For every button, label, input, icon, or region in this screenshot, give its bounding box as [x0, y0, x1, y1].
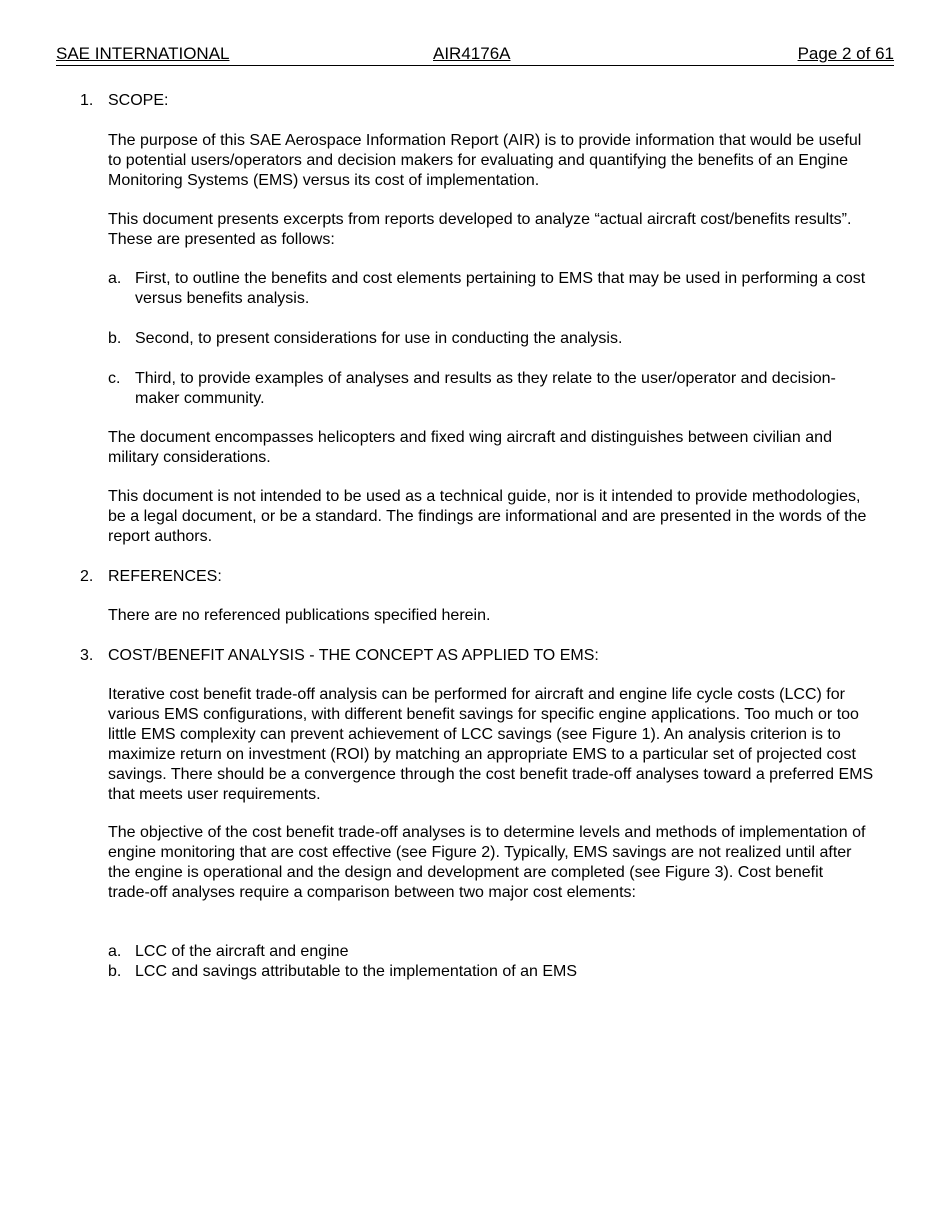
- list-item-marker: c.: [108, 370, 121, 387]
- paragraph: The objective of the cost benefit trade-off analyses is to determine levels and methods of implementation of engine monitoring that are cost effective (see Figure 2). Typically, EMS savings are not realized until after the engine is operational and the design and development are completed (see Figure 3). Cost benefit trade-off analyses require a comparison between two major cost elements:: [108, 824, 866, 901]
- list-item: Third, to provide examples of analyses and results as they relate to the user/operator and decision-maker community.: [135, 370, 836, 407]
- section-title-references: REFERENCES:: [108, 568, 222, 585]
- list-item: First, to outline the benefits and cost elements pertaining to EMS that may be used in performing a cost versus benefits analysis.: [135, 270, 866, 307]
- section-title-scope: SCOPE:: [108, 92, 169, 109]
- section-title-cost-benefit: COST/BENEFIT ANALYSIS - THE CONCEPT AS APPLIED TO EMS:: [108, 647, 599, 664]
- section-number: 3.: [80, 647, 94, 664]
- header-organization: SAE INTERNATIONAL: [56, 44, 230, 63]
- section-number: 1.: [80, 92, 94, 109]
- paragraph: The document encompasses helicopters and fixed wing aircraft and distinguishes between civilian and military considerations.: [108, 429, 832, 466]
- list-item: LCC of the aircraft and engine: [135, 943, 349, 960]
- list-item-marker: b.: [108, 330, 122, 347]
- paragraph: There are no referenced publications specified herein.: [108, 607, 491, 624]
- list-item: Second, to present considerations for use in conducting the analysis.: [135, 330, 623, 347]
- page-header: [56, 44, 894, 66]
- list-item-marker: a.: [108, 943, 122, 960]
- paragraph: Iterative cost benefit trade-off analysis can be performed for aircraft and engine life cycle costs (LCC) for various EMS configurations, with different benefit savings for specific engine applications. Too much or too little EMS complexity can prevent achievement of LCC savings (see Figure 1). An analysis criterion is to maximize return on investment (ROI) by matching an appropriate EMS to a particular set of projected cost savings. There should be a convergence through the cost benefit trade-off analyses toward a preferred EMS that meets user requirements.: [108, 686, 874, 803]
- list-item-marker: a.: [108, 270, 122, 287]
- header-document-number: AIR4176A: [433, 44, 511, 63]
- list-item-marker: b.: [108, 963, 122, 980]
- header-page-number: Page 2 of 61: [797, 44, 894, 63]
- paragraph: This document is not intended to be used as a technical guide, nor is it intended to provide methodologies, be a legal document, or be a standard. The findings are informational and are presented in the words of the report authors.: [108, 488, 867, 545]
- list-item: LCC and savings attributable to the implementation of an EMS: [135, 963, 578, 980]
- paragraph: The purpose of this SAE Aerospace Information Report (AIR) is to provide information that would be useful to potential users/operators and decision makers for evaluating and quantifying the benefits of an Engine Monitoring Systems (EMS) versus its cost of implementation.: [108, 132, 862, 189]
- paragraph: This document presents excerpts from reports developed to analyze “actual aircraft cost/benefits results”. These are presented as follows:: [108, 211, 852, 248]
- section-number: 2.: [80, 568, 94, 585]
